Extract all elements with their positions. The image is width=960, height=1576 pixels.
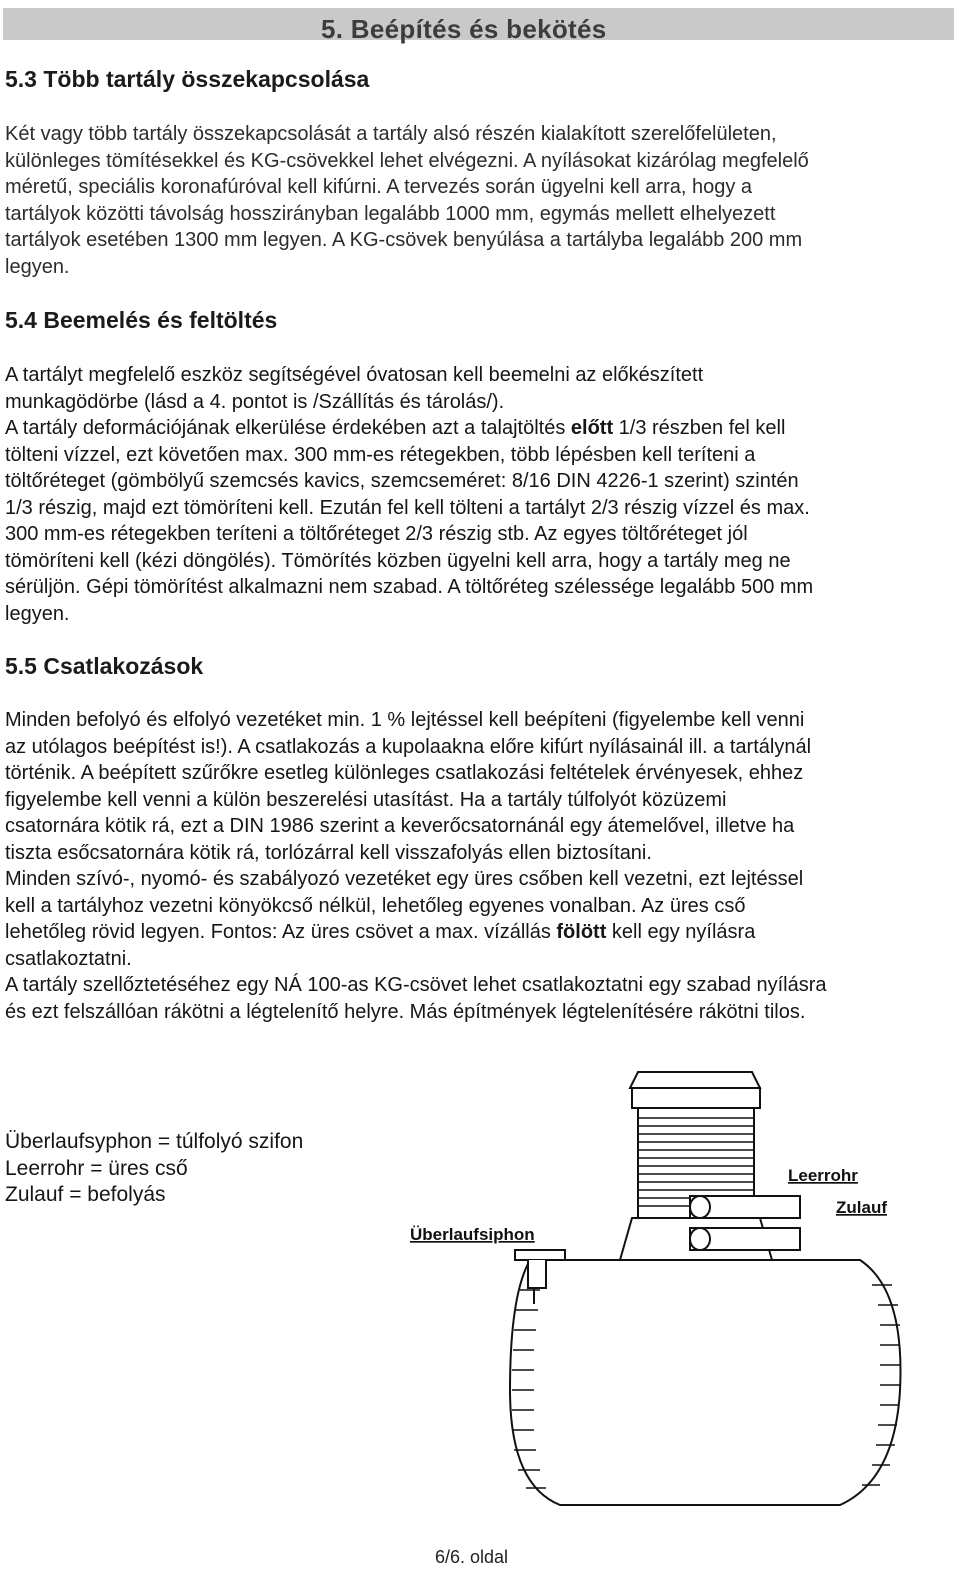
text-line: az utólagos beépítést is!). A csatlakozás a kupolaakna előre kifúrt nyílásainál ill. a tartálynál — [5, 735, 812, 758]
paragraph-5-4 — [5, 362, 953, 627]
page-number: 6/6. oldal — [435, 1547, 509, 1567]
text-line: tartályok esetében 1300 mm legyen. A KG-csövek benyúlása a tartályba legalább 200 mm — [5, 229, 803, 251]
section-heading-5-3: 5.3 Több tartály összekapcsolása — [5, 66, 370, 92]
text-line: Minden befolyó és elfolyó vezetéket min. 1 % lejtéssel kell beépíteni (figyelembe kell venni — [5, 709, 805, 731]
tank-body — [510, 1260, 901, 1505]
text-run: kell egy nyílásra — [606, 921, 756, 943]
text-line: csatornára kötik rá, ezt a DIN 1986 szerint a keverőcsatornánál egy átemelővel, illetve ha — [5, 815, 795, 837]
tank-diagram — [400, 1060, 910, 1520]
text-line: tölteni vízzel, ezt követően max. 300 mm-es rétegekben, több lépésben kell teríteni a — [5, 443, 756, 466]
text-run: lehetőleg rövid legyen. Fontos: Az üres csövet a max. vízállás — [5, 921, 557, 943]
text-line: különleges tömítésekkel és KG-csövekkel lehet elvégezni. A nyílásokat kizárólag megfelelő — [5, 149, 809, 172]
text-line: Minden szívó-, nyomó- és szabályozó vezetéket egy üres csőben kell vezetni, ezt lejtéssel — [5, 868, 804, 890]
text-line: tartályok közötti távolság hosszirányban legalább 1000 mm, egymás mellett elhelyezett — [5, 202, 776, 225]
chapter-title: 5. Beépítés és bekötés — [321, 14, 607, 44]
label-zulauf: Zulauf — [836, 1198, 887, 1217]
text-line: munkagödörbe (lásd a 4. pontot is /Szállítás és tárolás/). — [5, 390, 505, 413]
text-line: töltőréteget (gömbölyű szemcsés kavics, szemcseméret: 8/16 DIN 4226-1 szerint) szintén — [5, 470, 799, 492]
legend-leerrohr: Leerrohr = üres cső — [5, 1157, 188, 1180]
text-line — [5, 919, 953, 946]
section-heading-5-5: 5.5 Csatlakozások — [5, 653, 204, 679]
text-line: és ezt felszállóan rákötni a légtelenítő helyre. Más építmények légtelenítésére rákötni tilos. — [5, 1000, 806, 1023]
text-run: A tartály deformációjának elkerülése érdekében azt a talajtöltés — [5, 417, 571, 439]
paragraph-5-5 — [5, 707, 953, 1025]
text-line: kell a tartályhoz vezetni könyökcső nélkül, lehetőleg egyenes vonalban. Az üres cső — [5, 894, 746, 917]
text-line: figyelembe kell venni a külön beszerelési utasítást. Ha a tartály túlfolyót közüzemi — [5, 788, 727, 811]
text-line: 1/3 részig, majd ezt tömöríteni kell. Ezután fel kell tölteni a tartályt 2/3 részig vízzel és max. — [5, 496, 810, 519]
text-line: tiszta esőcsatornára kötik rá, torlózárral kell visszafolyás ellen biztosítani. — [5, 841, 652, 864]
text-line: A tartály szellőztetéséhez egy NÁ 100-as KG-csövet lehet csatlakoztatni egy szabad nyílásra — [5, 974, 827, 996]
legend-ueberlaufsyphon: Überlaufsyphon = túlfolyó szifon — [5, 1130, 304, 1153]
text-line: 300 mm-es rétegekben teríteni a töltőréteget 2/3 részig stb. Az egyes töltőréteget jól — [5, 523, 748, 545]
legend-zulauf: Zulauf = befolyás — [5, 1183, 166, 1206]
text-line: A tartályt megfelelő eszköz segítségével óvatosan kell beemelni az előkészített — [5, 364, 704, 386]
text-line: méretű, speciális koronafúróval kell kifúrni. A tervezés során ügyelni kell arra, hogy a — [5, 176, 753, 198]
emphasis-folott: fölött — [556, 921, 607, 943]
text-run: 1/3 részben fel kell — [613, 417, 786, 439]
text-line: tömöríteni kell (kézi döngölés). Tömörítés közben ügyelni kell arra, hogy a tartály meg ne — [5, 549, 791, 572]
text-line: Két vagy több tartály összekapcsolását a tartály alsó részén kialakított szerelőfelületen, — [5, 123, 777, 145]
text-line — [5, 415, 953, 442]
label-ueberlaufsiphon: Überlaufsiphon — [410, 1225, 535, 1244]
text-line: csatlakoztatni. — [5, 947, 132, 970]
label-leerrohr: Leerrohr — [788, 1166, 858, 1185]
text-line: legyen. — [5, 255, 70, 278]
chapter-header-bar — [3, 8, 954, 44]
paragraph-5-3 — [5, 121, 953, 280]
section-heading-5-4: 5.4 Beemelés és feltöltés — [5, 307, 278, 333]
text-line: legyen. — [5, 602, 70, 625]
text-line: történik. A beépített szűrőkre esetleg különleges csatlakozási feltételek érvényesek, ehhez — [5, 762, 804, 784]
emphasis-elott: előtt — [570, 417, 614, 439]
text-line: sérüljön. Gépi tömörítést alkalmazni nem szabad. A töltőréteg szélessége legalább 500 mm — [5, 576, 814, 598]
